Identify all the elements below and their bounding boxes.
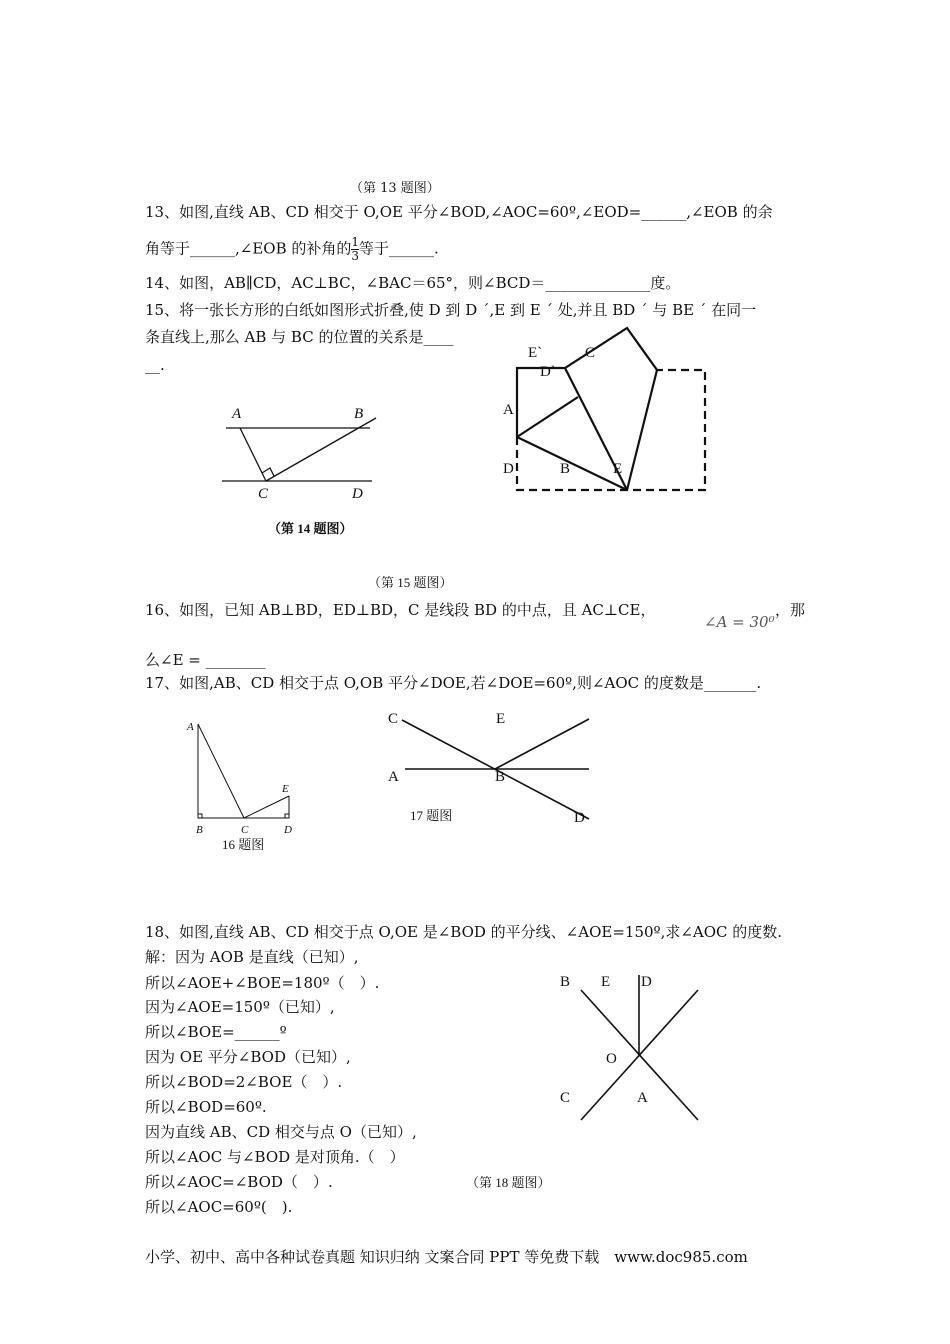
fig18-label-d: D	[641, 974, 652, 990]
question-15-line-2: 条直线上,那么 AB 与 BC 的位置的关系是____	[145, 328, 454, 346]
fig15-label-b: B	[560, 461, 571, 477]
question-13-line-1: 13、如图,直线 AB、CD 相交于 O,OE 平分∠BOD,∠AOC=60º,∠EOD=______,∠EOB 的余	[145, 203, 773, 221]
fig17-label-e: E	[496, 711, 506, 727]
fig18-label-b: B	[560, 974, 571, 990]
figure-17-caption: 17 题图	[410, 808, 453, 823]
question-14: 14、如图，AB∥CD，AC⊥BC，∠BAC＝65°，则∠BCD＝______________度。	[145, 274, 681, 292]
question-16-line-1-end: ，那	[775, 601, 806, 619]
fraction-denominator: 3	[351, 249, 360, 263]
figure-14-caption: （第 14 题图）	[268, 521, 353, 536]
fig15-label-e: E	[613, 461, 623, 477]
fig18-label-a: A	[637, 1090, 648, 1106]
fig15-label-e-prime: E`	[528, 345, 543, 361]
fig16-label-e: E	[282, 783, 289, 795]
fig17-label-d: D	[574, 810, 585, 826]
question-18-line: 因为∠AOE=150º（已知）,	[145, 998, 335, 1016]
fig18-label-c: C	[560, 1090, 571, 1106]
figure-18-caption: （第 18 题图）	[466, 1175, 551, 1190]
fig16-label-b: B	[196, 824, 203, 836]
fig15-label-d-prime: D`	[540, 364, 556, 380]
fig17-label-a: A	[388, 769, 399, 785]
figure-15	[517, 328, 705, 490]
fig18-label-o: O	[606, 1051, 617, 1067]
question-15-line-3: __.	[145, 356, 165, 374]
fig14-label-b: B	[354, 406, 364, 422]
fig15-label-a: A	[503, 402, 514, 418]
question-18-line: 18、如图,直线 AB、CD 相交于点 O,OE 是∠BOD 的平分线、∠AOE=150º,求∠AOC 的度数.	[145, 923, 783, 941]
question-18-line: 解：因为 AOB 是直线（已知）,	[145, 948, 359, 966]
question-18-line: 所以∠AOC 与∠BOD 是对顶角.（ ）	[145, 1148, 405, 1166]
fig16-label-d: D	[284, 824, 292, 836]
question-15-line-1: 15、将一张长方形的白纸如图形式折叠,使 D 到 D ˊ,E 到 E ˊ 处,并且 BD ˊ 与 BE ˊ 在同一	[145, 301, 757, 319]
fig15-label-d: D	[503, 461, 514, 477]
question-18-line: 所以∠BOE=______º	[145, 1023, 287, 1041]
question-18-line: 所以∠AOE+∠BOE=180º（ ）.	[145, 974, 380, 992]
fig14-label-a: A	[232, 406, 242, 422]
fraction-numerator: 1	[351, 235, 360, 249]
question-17: 17、如图,AB、CD 相交于点 O,OB 平分∠DOE,若∠DOE=60º,则∠AOC 的度数是_______.	[145, 674, 762, 692]
question-16-line-1: 16、如图，已知 AB⊥BD，ED⊥BD，C 是线段 BD 的中点，且 AC⊥CE，	[145, 601, 656, 619]
question-16-line-2: 么∠E = ________	[145, 651, 266, 669]
figure-16	[198, 724, 289, 818]
fig15-label-c: C	[585, 345, 596, 361]
fig16-label-c: C	[241, 824, 249, 836]
question-18-line: 因为 OE 平分∠BOD（已知）,	[145, 1048, 351, 1066]
question-18-line: 因为直线 AB、CD 相交与点 O（已知）,	[145, 1123, 417, 1141]
figure-13-caption: （第 13 题图）	[350, 181, 440, 196]
question-18-line: 所以∠BOD=2∠BOE（ ）.	[145, 1073, 343, 1091]
question-18-line: 所以∠BOD=60º.	[145, 1098, 267, 1116]
figure-15-caption: （第 15 题图）	[368, 575, 453, 590]
figure-14	[222, 418, 376, 481]
fig16-label-a: A	[187, 721, 194, 733]
fig17-label-b: B	[495, 769, 506, 785]
footer-text: 小学、初中、高中各种试卷真题 知识归纳 文案合同 PPT 等免费下载 www.doc985.com	[145, 1248, 748, 1266]
question-13-text-b: 等于______.	[359, 239, 439, 258]
figure-16-caption: 16 题图	[222, 837, 265, 852]
fig17-label-c: C	[388, 711, 399, 727]
fig18-label-e: E	[601, 974, 611, 990]
question-18-line: 所以∠AOC=60º( ).	[145, 1198, 293, 1216]
fig14-label-d: D	[352, 486, 363, 502]
question-13-text-a: 角等于______,∠EOB 的补角的	[145, 239, 352, 258]
fig14-label-c: C	[258, 486, 269, 502]
question-18-line: 所以∠AOC=∠BOD（ ）.	[145, 1173, 333, 1191]
question-16-given-angle: ∠A = 30⁰	[704, 613, 775, 631]
